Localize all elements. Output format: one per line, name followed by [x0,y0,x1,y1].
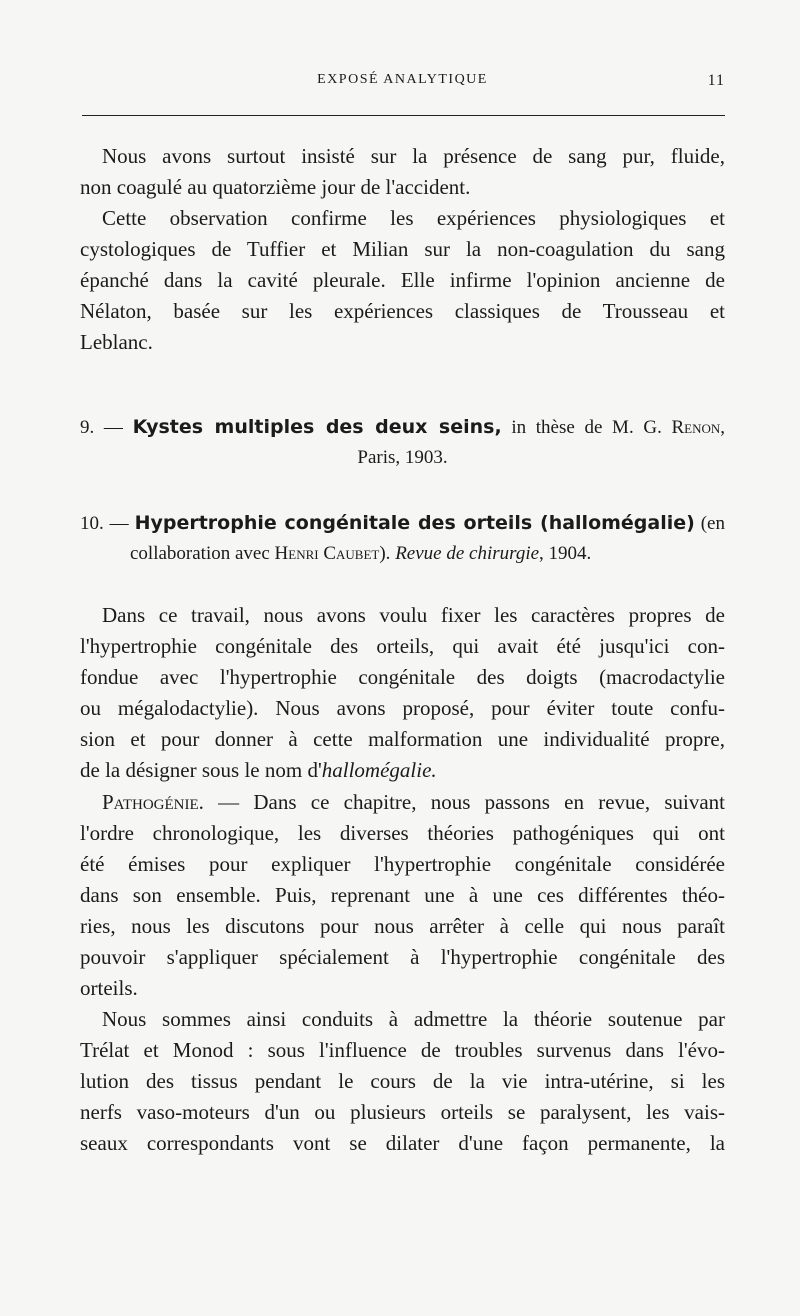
text-line: dans son ensemble. Puis, reprenant une à une ces différentes théo- [80,883,725,907]
entry-number: 9. — [80,417,123,438]
text-line: nerfs vaso-moteurs d'un ou plusieurs orteils se paralysent, les vais- [80,1100,725,1124]
text-line: épanché dans la cavité pleurale. Elle infirme l'opinion ancienne de [80,268,725,292]
bibliography-entry-9 [80,412,725,473]
text-line: Cette observation confirme les expériences physiologiques et [102,206,725,230]
running-header [80,72,725,96]
text-line: été émises pour expliquer l'hypertrophie congénitale considérée [80,852,725,876]
paragraph-4 [80,787,725,1004]
text-line: Nous avons surtout insisté sur la présence de sang pur, fluide, [102,144,725,168]
text-line: lution des tissus pendant le cours de la vie intra-utérine, si les [80,1069,725,1093]
text-line: Nélaton, basée sur les expériences classiques de Trousseau et [80,299,725,323]
text-line: pouvoir s'appliquer spécialement à l'hypertrophie congénitale des [80,945,725,969]
entry-title: Hypertrophie congénitale des orteils (hallomégalie) [134,512,695,534]
header-title: EXPOSÉ ANALYTIQUE [317,72,488,87]
entry-title: Kystes multiples des deux seins, [132,416,502,438]
text-line: ou mégalodactylie). Nous avons proposé, pour éviter toute confu- [80,696,725,720]
text-line: Trélat et Monod : sous l'influence de troubles survenus dans l'évo- [80,1038,725,1062]
paragraph-3 [80,600,725,786]
entry-citation [80,539,725,569]
entry-line [80,508,725,539]
header-rule [82,115,725,116]
text-line: Dans ce travail, nous avons voulu fixer les caractères propres de [102,603,725,627]
entry-number: 10. — [80,513,129,534]
text-line: orteils. [80,976,138,1000]
italic-term: hallomégalie. [321,758,437,782]
text-line [80,755,725,786]
paragraph-1 [80,141,725,203]
entry-collab: collaboration avec [130,543,270,564]
text-line: seaux correspondants vont se dilater d'une façon permanente, la [80,1131,725,1155]
page-number: 11 [707,72,725,89]
entry-journal: Revue de chirurgie [395,543,540,564]
entry-reference: (en [700,513,725,534]
paragraph-2 [80,203,725,358]
entry-year: , 1904. [539,543,592,564]
text-line [80,787,725,818]
bibliography-entry-10 [80,508,725,569]
text-fragment: — Dans ce chapitre, nous passons en revue, suivant [203,790,725,814]
entry-reference: in thèse de M. G. [511,417,662,438]
text-line: l'ordre chronologique, les diverses théories pathogéniques qui ont [80,821,725,845]
text-line: l'hypertrophie congénitale des orteils, qui avait été jusqu'ici con- [80,634,725,658]
entry-author: Renon, [671,417,726,438]
text-line: cystologiques de Tuffier et Milian sur la non-coagulation du sang [80,237,725,261]
entry-line [80,412,725,443]
text-line: non coagulé au quatorzième jour de l'accident. [80,175,471,199]
entry-coauthor: Henri Caubet [274,543,380,564]
text-line: Leblanc. [80,330,153,354]
entry-coauthor-close: ). [379,543,391,564]
text-line: sion et pour donner à cette malformation une individualité propre, [80,727,725,751]
section-lead: Pathogénie. [102,790,204,814]
text-line: ries, nous les discutons pour nous arrêter à celle qui nous paraît [80,914,725,938]
paragraph-5 [80,1004,725,1159]
text-line: Nous sommes ainsi conduits à admettre la théorie soutenue par [102,1007,725,1031]
entry-place: Paris, 1903. [357,447,448,468]
text-line: fondue avec l'hypertrophie congénitale des doigts (macrodactylie [80,665,725,689]
text-fragment: de la désigner sous le nom d' [80,758,322,782]
